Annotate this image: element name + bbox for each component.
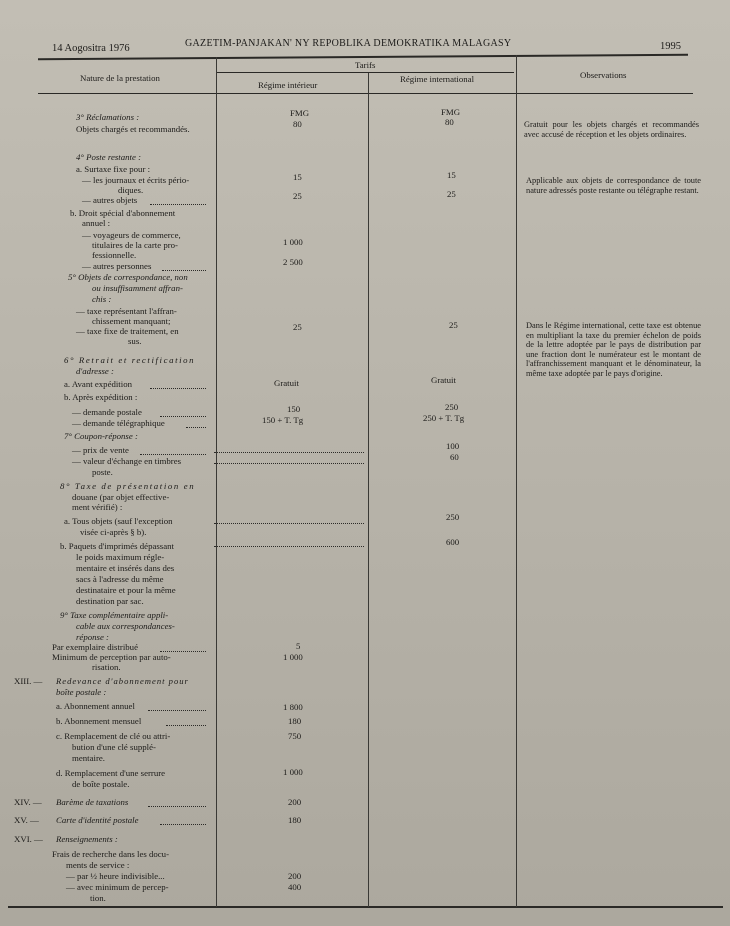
value-international: 60 — [450, 452, 459, 462]
section-heading: cable aux correspondances- — [76, 621, 175, 631]
row-label: b. Paquets d'imprimés dépassant — [60, 541, 174, 551]
row-label: fessionnelle. — [92, 250, 137, 260]
row-label: — taxe fixe de traitement, en — [76, 326, 179, 336]
section-heading: réponse : — [76, 632, 109, 642]
value-interieur: 180 — [288, 716, 302, 726]
section-number: XVI. — — [14, 834, 43, 844]
value-interieur: 5 — [296, 641, 301, 651]
row-label: — demande télégraphique — [72, 418, 165, 428]
section-heading: ou insuffisamment affran- — [92, 283, 183, 293]
header-bottom-rule — [38, 93, 693, 94]
col-header-tarifs: Tarifs — [355, 60, 376, 70]
value-international: 600 — [446, 537, 460, 547]
value-interieur: 80 — [293, 119, 302, 129]
table-top-rule — [38, 54, 688, 60]
row-label: a. Surtaxe fixe pour : — [76, 164, 151, 174]
section-number: XV. — — [14, 815, 39, 825]
row-label: — autres objets — [82, 195, 138, 205]
row-label: — avec minimum de percep- — [66, 882, 169, 892]
column-divider — [516, 55, 517, 907]
value-interieur: 400 — [288, 882, 302, 892]
section-heading: 9° Taxe complémentaire appli- — [60, 610, 169, 620]
section-heading: 8° Taxe de présentation en — [60, 481, 196, 491]
section-heading: 5° Objets de correspondance, non — [68, 272, 188, 282]
row-label: poste. — [92, 467, 113, 477]
row-label: a. Tous objets (sauf l'exception — [64, 516, 173, 526]
row-label: — taxe représentant l'affran- — [76, 306, 177, 316]
section-heading: 7° Coupon-réponse : — [64, 431, 138, 441]
row-label: b. Après expédition : — [64, 392, 138, 402]
row-label: mentaire. — [72, 753, 105, 763]
row-label: c. Remplacement de clé ou attri- — [56, 731, 171, 741]
row-label: annuel : — [82, 218, 111, 228]
section-heading: Barème de taxations — [56, 797, 129, 807]
row-label: — demande postale — [72, 407, 142, 417]
value-international: 250 + T. Tg — [423, 413, 465, 423]
section-heading: Redevance d'abonnement pour — [56, 676, 189, 686]
row-label: — autres personnes — [82, 261, 152, 271]
section-heading: chis : — [92, 294, 112, 304]
row-label: chissement manquant; — [92, 316, 171, 326]
section-number: XIV. — — [14, 797, 42, 807]
value-international: 25 — [449, 320, 458, 330]
value-interieur: 25 — [293, 191, 302, 201]
value-interieur: 1 000 — [283, 237, 303, 247]
currency-label: FMG — [441, 107, 461, 117]
section-heading: 3° Réclamations : — [76, 112, 140, 122]
observation-note: Dans le Régime international, cette taxe est obtenue en multipliant la taxe du premier échelon de poids de la lettre adoptée par le pays de distribution par une fraction dont le numérateur est le montant de l'affranchissement manquant et le dénominateur, la même taxe adoptée par le pays d'origine. — [526, 321, 701, 378]
row-label: destinataire et pour la même — [76, 585, 176, 595]
value-interieur: 1 800 — [283, 702, 303, 712]
value-interieur: 15 — [293, 172, 302, 182]
row-label: bution d'une clé supplé- — [72, 742, 156, 752]
value-interieur: 200 — [288, 871, 302, 881]
section-heading: boîte postale : — [56, 687, 107, 697]
issue-date: 14 Aogositra 1976 — [52, 43, 130, 54]
row-label: a. Abonnement annuel — [56, 701, 135, 711]
section-heading: d'adresse : — [76, 366, 114, 376]
value-interieur: 1 000 — [283, 767, 303, 777]
row-label: ment vérifié) : — [72, 502, 123, 512]
row-label: risation. — [92, 662, 121, 672]
row-label: b. Abonnement mensuel — [56, 716, 142, 726]
value-international: Gratuit — [431, 375, 456, 385]
value-interieur: 200 — [288, 797, 302, 807]
row-label: tion. — [90, 893, 106, 903]
row-label: visée ci-après § b). — [80, 527, 147, 537]
value-international: 80 — [445, 117, 454, 127]
row-label: Minimum de perception par auto- — [52, 652, 171, 662]
row-label: mentaire et insérés dans des — [76, 563, 175, 573]
row-label: douane (par objet effective- — [72, 492, 170, 502]
row-label: sus. — [128, 336, 142, 346]
row-label: — les journaux et écrits pério- — [82, 175, 190, 185]
section-number: XIII. — — [14, 676, 43, 686]
tarifs-rule — [216, 72, 514, 73]
row-label: — valeur d'échange en timbres — [72, 456, 182, 466]
section-heading: Renseignements : — [56, 834, 118, 844]
row-label: a. Avant expédition — [64, 379, 132, 389]
column-divider — [368, 73, 369, 907]
value-interieur: 150 — [287, 404, 301, 414]
section-heading: 6° Retrait et rectification — [64, 355, 196, 365]
value-interieur: 25 — [293, 322, 302, 332]
currency-label: FMG — [290, 108, 310, 118]
value-interieur: 2 500 — [283, 257, 303, 267]
observation-note: Gratuit pour les objets chargés et recommandés avec accusé de réception et les objets ordinaires. — [524, 120, 699, 139]
col-header-interieur: Régime intérieur — [258, 80, 318, 90]
section-heading: Carte d'identité postale — [56, 815, 139, 825]
row-label: d. Remplacement d'une serrure — [56, 768, 166, 778]
row-label: Par exemplaire distribué — [52, 642, 138, 652]
value-interieur: 180 — [288, 815, 302, 825]
row-label: Frais de recherche dans les docu- — [52, 849, 169, 859]
row-label: diques. — [118, 185, 144, 195]
value-international: 25 — [447, 189, 456, 199]
row-label: — par ½ heure indivisible... — [66, 871, 165, 881]
value-international: 250 — [445, 402, 459, 412]
row-label: sacs à l'adresse du même — [76, 574, 164, 584]
col-header-observations: Observations — [580, 70, 627, 80]
value-interieur: 150 + T. Tg — [262, 415, 304, 425]
row-label: destination par sac. — [76, 596, 144, 606]
row-label: de boîte postale. — [72, 779, 130, 789]
value-international: 100 — [446, 441, 460, 451]
value-interieur: 750 — [288, 731, 302, 741]
col-header-nature: Nature de la prestation — [80, 73, 160, 83]
observation-note: Applicable aux objets de correspondance de toute nature adressés poste restante ou télégraphe restant. — [526, 176, 701, 195]
row-label: ments de service : — [66, 860, 130, 870]
journal-title: GAZETIM-PANJAKAN' NY REPOBLIKA DEMOKRATIKA MALAGASY — [185, 38, 512, 49]
row-label: Objets chargés et recommandés. — [76, 124, 190, 134]
row-label: titulaires de la carte pro- — [92, 240, 178, 250]
column-divider — [216, 57, 217, 907]
page-number: 1995 — [660, 41, 681, 52]
row-label: le poids maximum régle- — [76, 552, 165, 562]
row-label: — voyageurs de commerce, — [82, 230, 181, 240]
col-header-international: Régime international — [400, 74, 475, 84]
table-bottom-rule — [8, 906, 723, 908]
value-interieur: 1 000 — [283, 652, 303, 662]
row-label: — prix de vente — [72, 445, 129, 455]
value-interieur: Gratuit — [274, 378, 299, 388]
value-international: 250 — [446, 512, 460, 522]
row-label: b. Droit spécial d'abonnement — [70, 208, 176, 218]
section-heading: 4° Poste restante : — [76, 152, 142, 162]
value-international: 15 — [447, 170, 456, 180]
